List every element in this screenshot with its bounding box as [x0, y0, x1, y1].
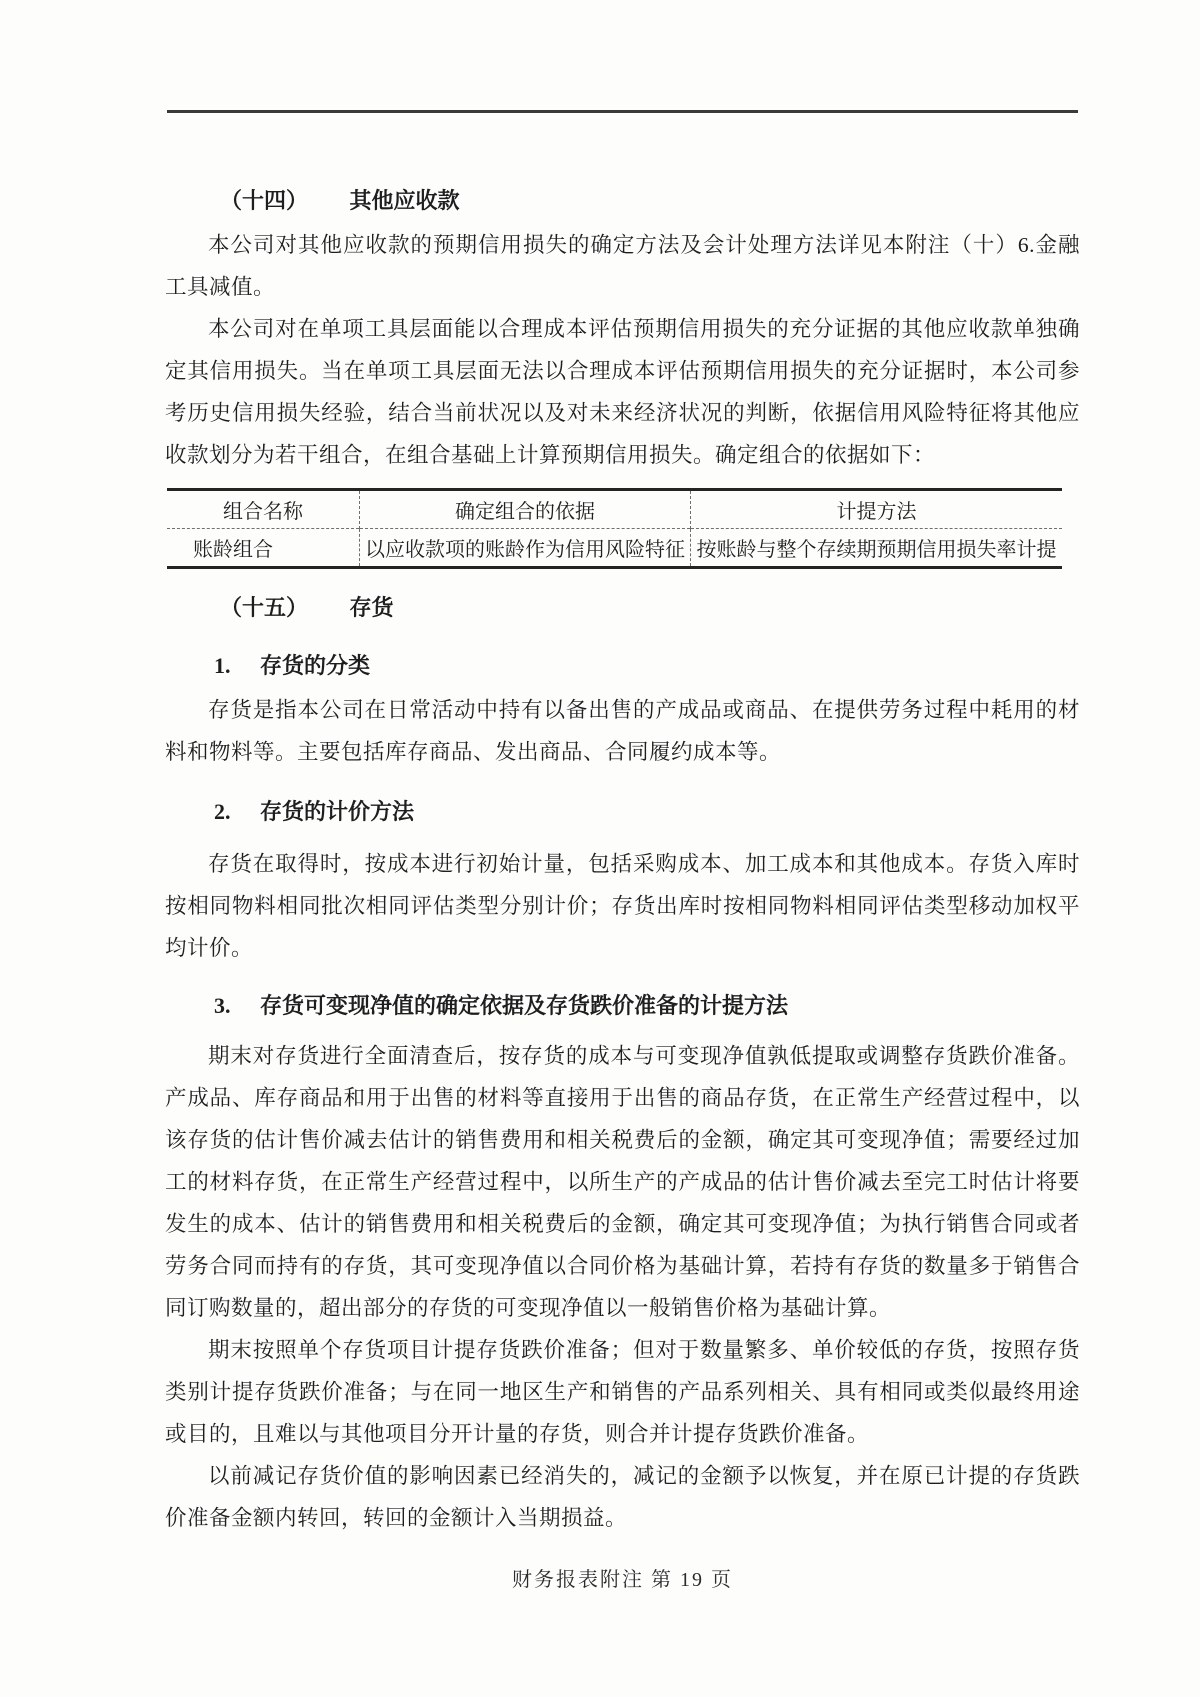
subsection-1-title: 存货的分类: [260, 653, 371, 678]
section-15-title: 存货: [349, 595, 394, 620]
section-15-heading: [220, 593, 1080, 623]
table-cell-method: 按账龄与整个存续期预期信用损失率计提: [691, 529, 1062, 568]
subsection-2-number: 2.: [214, 799, 231, 824]
section-14-number: （十四）: [220, 188, 309, 213]
subsection-3-paragraph-1: 期末对存货进行全面清查后，按存货的成本与可变现净值孰低提取或调整存货跌价准备。产成品、库存商品和用于出售的材料等直接用于出售的商品存货，在正常生产经营过程中，以该存货的估计售价减去估计的销售费用和相关税费后的金额，确定其可变现净值；需要经过加工的材料存货，在正常生产经营过程中，以所生产的产成品的估计售价减去至完工时估计将要发生的成本、估计的销售费用和相关税费后的金额，确定其可变现净值；为执行销售合同或者劳务合同而持有的存货，其可变现净值以合同价格为基础计算，若持有存货的数量多于销售合同订购数量的，超出部分的存货的可变现净值以一般销售价格为基础计算。: [165, 1044, 1080, 1320]
page-footer: [165, 1563, 1080, 1592]
table-row: [167, 529, 1062, 568]
subsection-1-number: 1.: [214, 653, 231, 678]
section-14-title: 其他应收款: [349, 188, 460, 213]
subsection-1-paragraph: 存货是指本公司在日常活动中持有以备出售的产成品或商品、在提供劳务过程中耗用的材料和物料等。主要包括库存商品、发出商品、合同履约成本等。: [165, 698, 1080, 764]
credit-loss-combination-table: [167, 488, 1062, 569]
section-14-paragraph-1: 本公司对其他应收款的预期信用损失的确定方法及会计处理方法详见本附注（十）6.金融工具减值。: [165, 233, 1080, 299]
subsection-2-paragraph: 存货在取得时，按成本进行初始计量，包括采购成本、加工成本和其他成本。存货入库时按相同物料相同批次相同评估类型分别计价；存货出库时按相同物料相同评估类型移动加权平均计价。: [165, 852, 1080, 960]
page-footer-text: 财务报表附注 第 19 页: [512, 1569, 733, 1591]
table-header-combination-name: 组合名称: [222, 501, 303, 523]
subsection-3-paragraph-2: 期末按照单个存货项目计提存货跌价准备；但对于数量繁多、单价较低的存货，按照存货类别计提存货跌价准备；与在同一地区生产和销售的产品系列相关、具有相同或类似最终用途或目的，且难以与其他项目分开计量的存货，则合并计提存货跌价准备。: [165, 1338, 1080, 1446]
table-header-basis: 确定组合的依据: [359, 490, 690, 529]
section-14-paragraph-2: 本公司对在单项工具层面能以合理成本评估预期信用损失的充分证据的其他应收款单独确定其信用损失。当在单项工具层面无法以合理成本评估预期信用损失的充分证据时，本公司参考历史信用损失经验，结合当前状况以及对未来经济状况的判断，依据信用风险特征将其他应收款划分为若干组合，在组合基础上计算预期信用损失。确定组合的依据如下：: [165, 317, 1080, 467]
subsection-2-title: 存货的计价方法: [260, 799, 415, 824]
subsection-3-title: 存货可变现净值的确定依据及存货跌价准备的计提方法: [260, 993, 789, 1018]
section-14-heading: [220, 186, 1080, 216]
table-header-row: [167, 490, 1062, 529]
table-cell-combination-name: 账龄组合: [193, 539, 273, 561]
subsection-3-number: 3.: [214, 993, 231, 1018]
section-15-number: （十五）: [220, 595, 309, 620]
page-content: [165, 0, 1080, 1539]
subsection-3-heading: [214, 991, 1080, 1021]
table-cell-basis: 以应收款项的账龄作为信用风险特征: [359, 529, 690, 568]
table-header-method: 计提方法: [691, 490, 1062, 529]
subsection-1-heading: [214, 651, 1080, 681]
subsection-3-paragraph-3: 以前减记存货价值的影响因素已经消失的，减记的金额予以恢复，并在原已计提的存货跌价准备金额内转回，转回的金额计入当期损益。: [165, 1464, 1080, 1530]
subsection-2-heading: [214, 797, 1080, 827]
